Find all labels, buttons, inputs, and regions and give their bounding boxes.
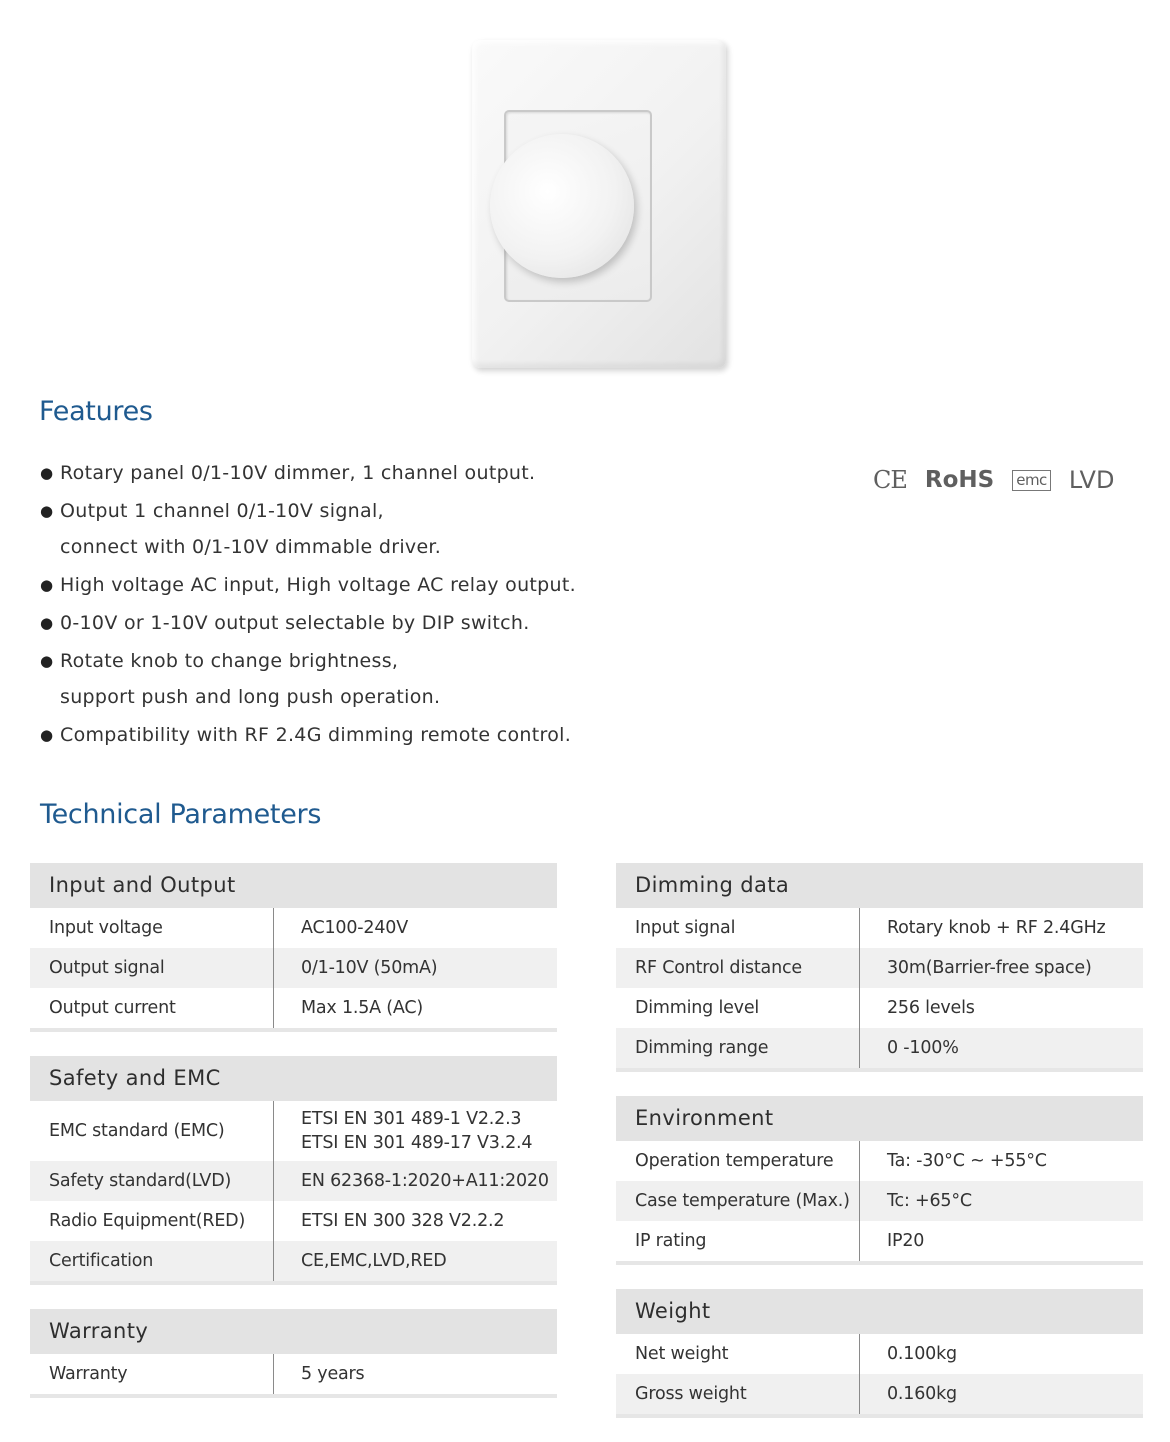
ce-mark: CE [873, 466, 907, 494]
params-section-dimming-data [616, 863, 1143, 1072]
section-divider [30, 1281, 557, 1285]
param-value-line: 256 levels [887, 998, 975, 1018]
features-heading: Features [39, 396, 153, 427]
param-value-line: Ta: -30°C ~ +55°C [887, 1151, 1047, 1171]
section-divider [616, 1414, 1143, 1418]
section-header: Dimming data [616, 863, 1143, 908]
feature-text: Compatibility with RF 2.4G dimming remote control. [60, 724, 572, 746]
param-label: Gross weight [616, 1374, 860, 1414]
feature-text: Output 1 channel 0/1-10V signal, [60, 500, 384, 522]
table-row [616, 1221, 1143, 1261]
param-value [274, 1354, 557, 1394]
param-value-line: 0/1-10V (50mA) [301, 958, 438, 978]
param-value-line: Max 1.5A (AC) [301, 998, 424, 1018]
rohs-mark: RoHS [924, 467, 995, 493]
table-row [616, 908, 1143, 948]
bullet-icon: ● [40, 464, 54, 482]
section-header: Input and Output [30, 863, 557, 908]
table-row [30, 1354, 557, 1394]
params-section-safety-and-emc [30, 1056, 557, 1285]
section-header: Warranty [30, 1309, 557, 1354]
param-value-line: 0.160kg [887, 1384, 957, 1404]
params-section-weight [616, 1289, 1143, 1418]
param-label: Net weight [616, 1334, 860, 1374]
param-value-line: IP20 [887, 1231, 925, 1251]
emc-mark: emc [1012, 470, 1051, 491]
feature-text: 0-10V or 1-10V output selectable by DIP switch. [60, 612, 530, 634]
param-value [860, 948, 1143, 988]
lvd-mark: LVD [1068, 466, 1115, 494]
param-label: RF Control distance [616, 948, 860, 988]
param-value [274, 1101, 557, 1161]
param-value [860, 1028, 1143, 1068]
param-label: Operation temperature [616, 1141, 860, 1181]
table-row [30, 988, 557, 1028]
feature-item [40, 605, 576, 641]
section-divider [30, 1028, 557, 1032]
param-value-line: AC100-240V [301, 918, 408, 938]
param-label: Case temperature (Max.) [616, 1181, 860, 1221]
table-row [30, 1101, 557, 1161]
param-label: Warranty [30, 1354, 274, 1394]
params-left-column [30, 863, 557, 1422]
feature-text: High voltage AC input, High voltage AC relay output. [60, 574, 576, 596]
table-row [30, 1201, 557, 1241]
table-row [30, 1241, 557, 1281]
param-value-line: ETSI EN 300 328 V2.2.2 [301, 1211, 505, 1231]
tech-params-heading: Technical Parameters [40, 799, 322, 830]
params-right-column [616, 863, 1143, 1442]
section-rows [616, 1334, 1143, 1414]
feature-text: support push and long push operation. [60, 686, 441, 708]
table-row [30, 948, 557, 988]
table-row [616, 988, 1143, 1028]
certification-logos [873, 462, 1114, 498]
section-divider [30, 1394, 557, 1398]
param-label: Output signal [30, 948, 274, 988]
rotary-knob [490, 134, 634, 278]
param-value-line: CE,EMC,LVD,RED [301, 1251, 447, 1271]
param-label: Safety standard(LVD) [30, 1161, 274, 1201]
param-value-line: ETSI EN 301 489-1 V2.2.3 [301, 1109, 522, 1129]
param-label: Radio Equipment(RED) [30, 1201, 274, 1241]
section-rows [616, 1141, 1143, 1261]
params-section-warranty [30, 1309, 557, 1398]
table-row [616, 1334, 1143, 1374]
feature-item [40, 643, 576, 715]
param-label: Dimming range [616, 1028, 860, 1068]
table-row [616, 1374, 1143, 1414]
param-value-line: Tc: +65°C [887, 1191, 972, 1211]
param-value [860, 988, 1143, 1028]
param-value-line: Rotary knob + RF 2.4GHz [887, 918, 1106, 938]
feature-item [40, 717, 576, 753]
section-header: Weight [616, 1289, 1143, 1334]
feature-text: Rotary panel 0/1-10V dimmer, 1 channel output. [60, 462, 536, 484]
param-value-line: ETSI EN 301 489-17 V3.2.4 [301, 1133, 533, 1153]
param-value [860, 1181, 1143, 1221]
table-row [30, 908, 557, 948]
param-value [274, 1161, 557, 1201]
param-value-line: EN 62368-1:2020+A11:2020 [301, 1171, 549, 1191]
param-value-line: 0.100kg [887, 1344, 957, 1364]
table-row [616, 1181, 1143, 1221]
param-value [274, 1241, 557, 1281]
feature-item [40, 455, 576, 491]
bullet-icon: ● [40, 652, 54, 670]
section-divider [616, 1068, 1143, 1072]
table-row [30, 1161, 557, 1201]
params-section-input-and-output [30, 863, 557, 1032]
param-value-line: 0 -100% [887, 1038, 959, 1058]
param-value-line: 5 years [301, 1364, 365, 1384]
param-label: EMC standard (EMC) [30, 1101, 274, 1161]
wall-plate [472, 40, 726, 368]
section-divider [616, 1261, 1143, 1265]
bullet-icon: ● [40, 726, 54, 744]
section-rows [616, 908, 1143, 1068]
section-rows [30, 1354, 557, 1394]
table-row [616, 1141, 1143, 1181]
param-value [860, 1374, 1143, 1414]
product-image [472, 40, 728, 370]
bullet-icon: ● [40, 576, 54, 594]
feature-text: connect with 0/1-10V dimmable driver. [60, 536, 442, 558]
param-label: Input voltage [30, 908, 274, 948]
section-rows [30, 908, 557, 1028]
param-label: Certification [30, 1241, 274, 1281]
feature-item [40, 493, 576, 565]
table-row [616, 948, 1143, 988]
bullet-icon: ● [40, 614, 54, 632]
param-value [274, 908, 557, 948]
param-value [274, 1201, 557, 1241]
param-value [274, 988, 557, 1028]
param-value [860, 1141, 1143, 1181]
section-header: Safety and EMC [30, 1056, 557, 1101]
param-value-line: 30m(Barrier-free space) [887, 958, 1092, 978]
param-value [860, 1334, 1143, 1374]
section-rows [30, 1101, 557, 1281]
params-section-environment [616, 1096, 1143, 1265]
param-label: Input signal [616, 908, 860, 948]
param-label: Dimming level [616, 988, 860, 1028]
feature-item [40, 567, 576, 603]
param-value [274, 948, 557, 988]
features-list [40, 455, 576, 755]
param-label: Output current [30, 988, 274, 1028]
param-label: IP rating [616, 1221, 860, 1261]
section-header: Environment [616, 1096, 1143, 1141]
table-row [616, 1028, 1143, 1068]
param-value [860, 908, 1143, 948]
param-value [860, 1221, 1143, 1261]
bullet-icon: ● [40, 502, 54, 520]
feature-text: Rotate knob to change brightness, [60, 650, 399, 672]
